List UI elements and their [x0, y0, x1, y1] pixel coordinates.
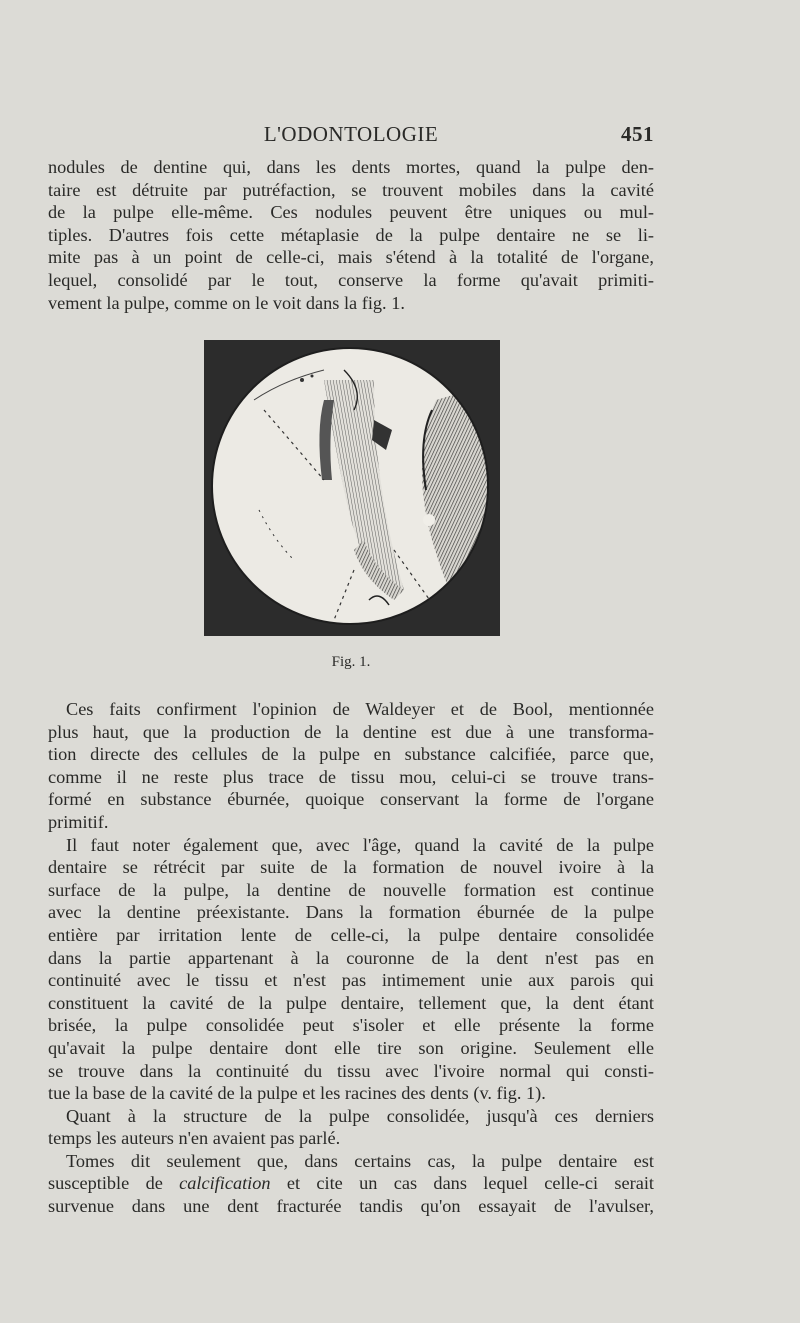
page-number: 451 [621, 122, 654, 146]
italic-term: calcification [179, 1173, 271, 1194]
text-line: Ces faits confirment l'opinion de Waldeyer et de Bool, mentionnée [66, 699, 654, 719]
text-line: plus haut, que la production de la dentine est due à une transforma- [48, 721, 654, 742]
text-line: vement la pulpe, comme on le voit dans la fig. 1. [48, 292, 405, 313]
text-line: tion directe des cellules de la pulpe en substance calcifiée, parce que, [48, 744, 654, 765]
text-line: Quant à la structure de la pulpe consolidée, jusqu'à ces derniers [66, 1105, 654, 1126]
text-line: nodules de dentine qui, dans les dents mortes, quand la pulpe den- [48, 157, 654, 177]
text-line: formé en substance éburnée, quoique conservant la forme de l'organe [48, 789, 654, 810]
paragraph-1 [48, 156, 654, 314]
text-line: brisée, la pulpe consolidée peut s'isoler et elle présente la forme [48, 1015, 654, 1036]
text-line: constituent la cavité de la pulpe dentaire, tellement que, la dent étant [48, 992, 654, 1013]
text-line: dans la partie appartenant à la couronne de la dent n'est pas en [48, 947, 654, 968]
text-line: entière par irritation lente de celle-ci, la pulpe dentaire consolidée [48, 924, 654, 945]
running-header [48, 122, 654, 150]
text-line: avec la dentine préexistante. Dans la formation éburnée de la pulpe [48, 902, 654, 923]
text-line: primitif. [48, 811, 109, 832]
micrograph-illustration [204, 340, 500, 636]
microscope-figure [204, 340, 500, 636]
figure-caption: Fig. 1. [331, 654, 371, 670]
text-line [48, 1172, 654, 1195]
text-segment: susceptible de [48, 1173, 180, 1194]
text-line: se trouve dans la continuité du tissu avec l'ivoire normal qui consti- [48, 1060, 654, 1081]
text-line: surface de la pulpe, la dentine de nouvelle formation est continue [48, 879, 654, 900]
text-line: tiples. D'autres fois cette métaplasie de la pulpe dentaire ne se li- [48, 224, 654, 245]
text-line: qu'avait la pulpe dentaire dont elle tire son origine. Seulement elle [48, 1037, 654, 1058]
text-line: continuité avec le tissu et n'est pas intimement unie aux parois qui [48, 970, 654, 991]
text-line: mite pas à un point de celle-ci, mais s'étend à la totalité de l'organe, [48, 247, 654, 268]
text-line: survenue dans une dent fracturée tandis qu'on essayait de l'avulser, [48, 1196, 654, 1217]
text-line: lequel, consolidé par le tout, conserve la forme qu'avait primiti- [48, 269, 654, 290]
text-line: Tomes dit seulement que, dans certains cas, la pulpe dentaire est [66, 1150, 654, 1171]
text-line: de la pulpe elle-même. Ces nodules peuvent être uniques ou mul- [48, 202, 654, 223]
text-line: tue la base de la cavité de la pulpe et les racines des dents (v. fig. 1). [48, 1083, 546, 1104]
text-line: temps les auteurs n'en avaient pas parlé. [48, 1128, 341, 1149]
text-line: dentaire se rétrécit par suite de la formation de nouvel ivoire à la [48, 857, 654, 878]
text-line: taire est détruite par putréfaction, se trouvent mobiles dans la cavité [48, 179, 654, 200]
text-line: Il faut noter également que, avec l'âge, quand la cavité de la pulpe [66, 834, 654, 855]
body-text [48, 698, 654, 1218]
text-segment: et cite un cas dans lequel celle-ci serait [270, 1173, 654, 1194]
text-line: comme il ne reste plus trace de tissu mou, celui-ci se trouve trans- [48, 766, 654, 787]
running-title: L'ODONTOLOGIE [263, 122, 439, 146]
